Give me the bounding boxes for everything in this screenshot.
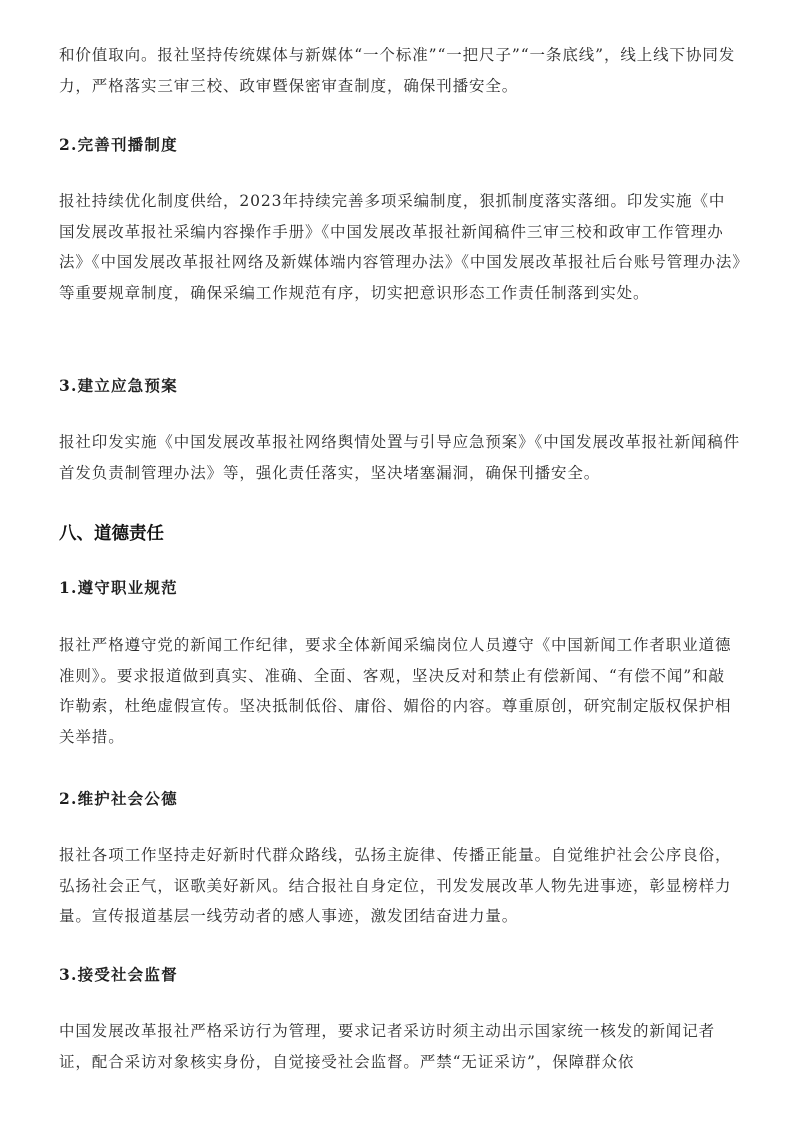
paragraph-publishing-system: 报社持续优化制度供给，2023年持续完善多项采编制度，狠抓制度落实落细。印发实施《中国发展改革报社采编内容操作手册》《中国发展改革报社新闻稿件三审三校和政审工作管理办法》《中国发展改革报社网络及新媒体端内容管理办法》《中国发展改革报社后台账号管理办法》等重要规章制度，确保采编工作规范有序，切实把意识形态工作责任制落到实处。 xyxy=(59,192,741,302)
section-heading-moral-responsibility: 八、道德责任 xyxy=(59,524,164,544)
paragraph-professional-norms: 报社严格遵守党的新闻工作纪律，要求全体新闻采编岗位人员遵守《中国新闻工作者职业道德准则》。要求报道做到真实、准确、全面、客观，坚决反对和禁止有偿新闻、“有偿不闻”和敲诈勒索，杜绝虚假宣传。坚决抵制低俗、庸俗、媚俗的内容。尊重原创，研究制定版权保护相关举措。 xyxy=(59,636,732,746)
paragraph-emergency-plan: 报社印发实施《中国发展改革报社网络舆情处置与引导应急预案》《中国发展改革报社新闻稿件首发负责制管理办法》等，强化责任落实，坚决堵塞漏洞，确保刊播安全。 xyxy=(59,433,741,482)
paragraph-social-morality: 报社各项工作坚持走好新时代群众路线，弘扬主旋律、传播正能量。自觉维护社会公序良俗，弘扬社会正气，讴歌美好新风。结合报社自身定位，刊发发展改革人物先进事迹，彰显榜样力量。宣传报道基层一线劳动者的感人事迹，激发团结奋进力量。 xyxy=(59,846,732,925)
subheading-social-supervision: 3.接受社会监督 xyxy=(59,965,178,984)
subheading-social-morality: 2.维护社会公德 xyxy=(59,789,178,808)
subheading-emergency-plan: 3.建立应急预案 xyxy=(59,376,178,395)
subheading-professional-norms: 1.遵守职业规范 xyxy=(59,578,178,597)
subheading-publishing-system: 2.完善刊播制度 xyxy=(59,135,178,154)
paragraph-social-supervision: 中国发展改革报社严格采访行为管理，要求记者采访时须主动出示国家统一核发的新闻记者证，配合采访对象核实身份，自觉接受社会监督。严禁“无证采访”，保障群众依 xyxy=(59,1022,716,1071)
paragraph-ideology-standard: 和价值取向。报社坚持传统媒体与新媒体“一个标准”“一把尺子”“一条底线”，线上线下协同发力，严格落实三审三校、政审暨保密审查制度，确保刊播安全。 xyxy=(59,46,736,95)
